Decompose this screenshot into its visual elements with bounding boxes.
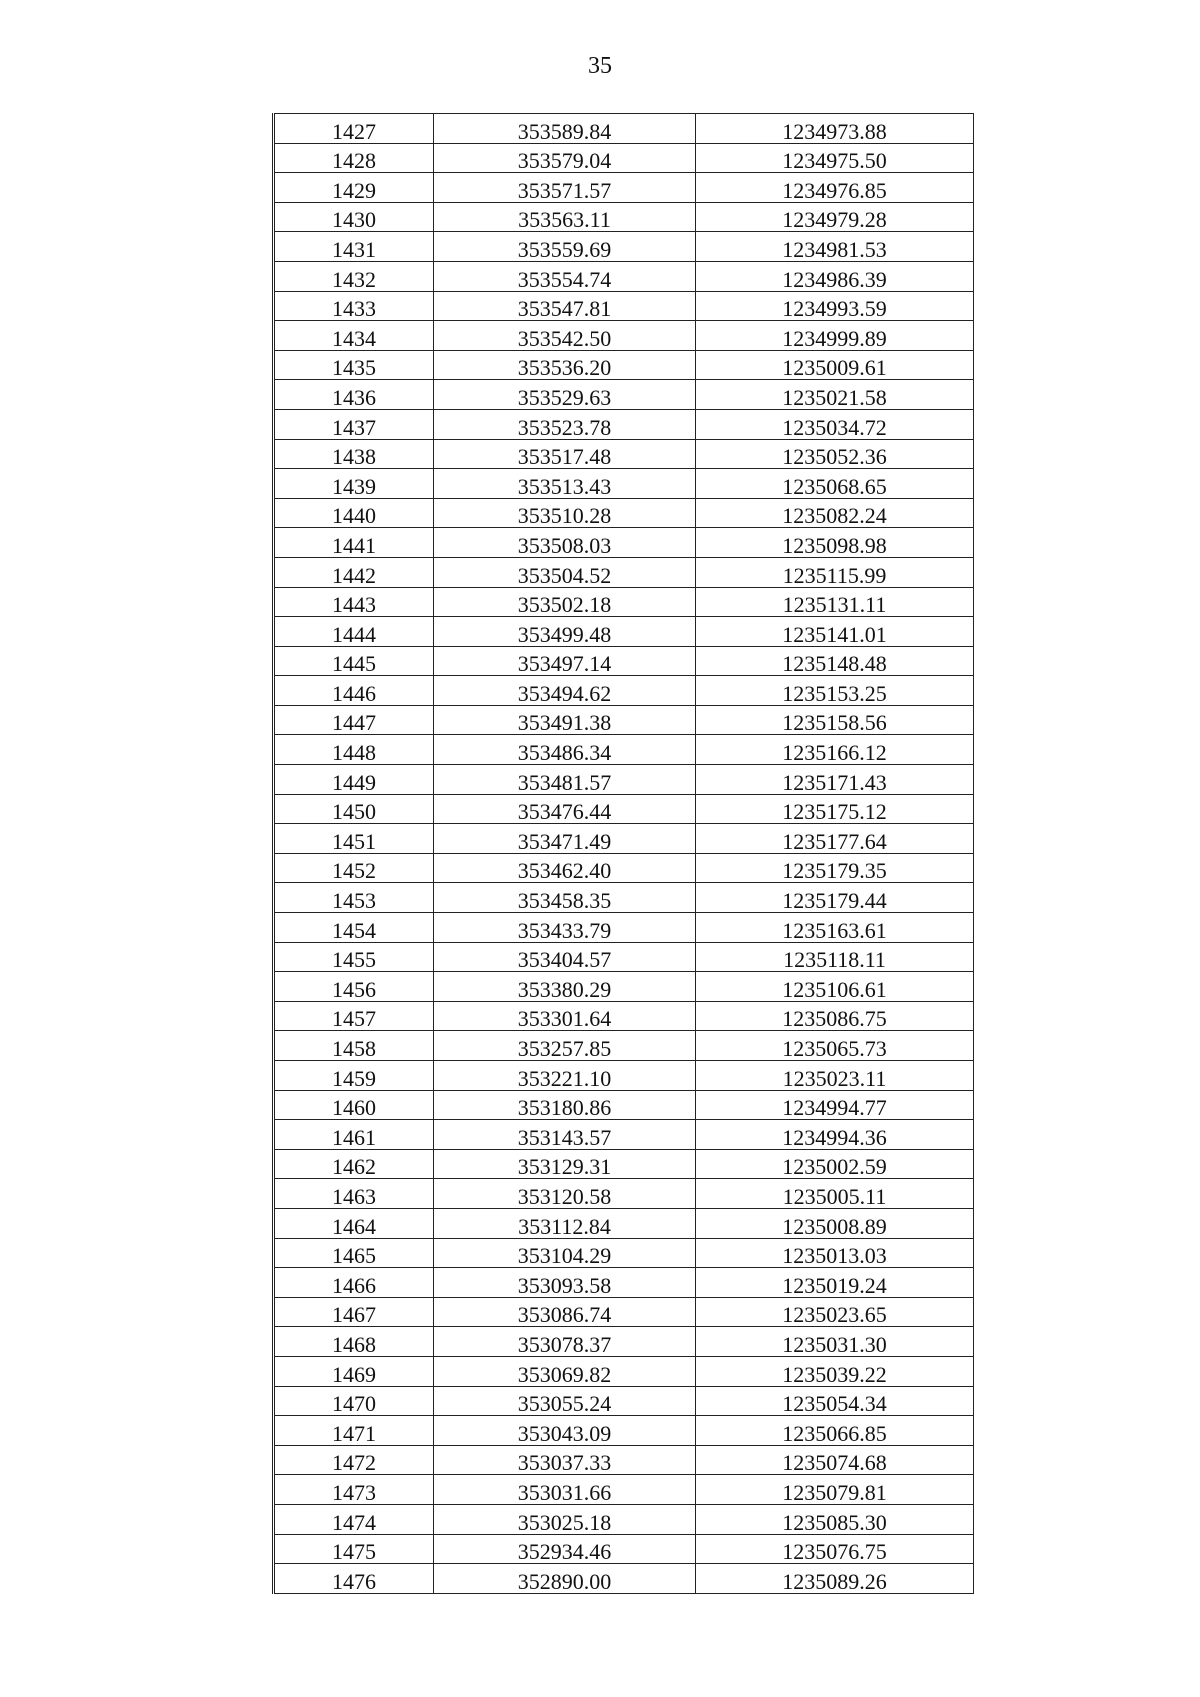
x-coordinate-cell: 353129.31: [434, 1149, 696, 1179]
coordinates-table: [272, 113, 974, 1594]
point-number-cell: 1433: [274, 291, 434, 321]
x-coordinate-cell: 353499.48: [434, 617, 696, 647]
point-number-cell: 1466: [274, 1268, 434, 1298]
x-coordinate-cell: 353069.82: [434, 1356, 696, 1386]
y-coordinate-cell: 1235177.64: [696, 824, 974, 854]
table-row: [274, 202, 974, 232]
point-number-cell: 1430: [274, 202, 434, 232]
table-row: [274, 735, 974, 765]
y-coordinate-cell: 1235153.25: [696, 676, 974, 706]
x-coordinate-cell: 353481.57: [434, 765, 696, 795]
point-number-cell: 1467: [274, 1297, 434, 1327]
table-row: [274, 1090, 974, 1120]
table-row: [274, 498, 974, 528]
table-row: [274, 1179, 974, 1209]
table-row: [274, 528, 974, 558]
x-coordinate-cell: 353491.38: [434, 705, 696, 735]
x-coordinate-cell: 353301.64: [434, 1001, 696, 1031]
x-coordinate-cell: 353529.63: [434, 380, 696, 410]
y-coordinate-cell: 1235002.59: [696, 1149, 974, 1179]
table-row: [274, 1031, 974, 1061]
y-coordinate-cell: 1235082.24: [696, 498, 974, 528]
point-number-cell: 1474: [274, 1504, 434, 1534]
x-coordinate-cell: 353513.43: [434, 469, 696, 499]
y-coordinate-cell: 1235074.68: [696, 1445, 974, 1475]
x-coordinate-cell: 353380.29: [434, 972, 696, 1002]
y-coordinate-cell: 1235141.01: [696, 617, 974, 647]
x-coordinate-cell: 353497.14: [434, 646, 696, 676]
y-coordinate-cell: 1235098.98: [696, 528, 974, 558]
point-number-cell: 1446: [274, 676, 434, 706]
point-number-cell: 1457: [274, 1001, 434, 1031]
point-number-cell: 1445: [274, 646, 434, 676]
y-coordinate-cell: 1235158.56: [696, 705, 974, 735]
y-coordinate-cell: 1235079.81: [696, 1475, 974, 1505]
y-coordinate-cell: 1235179.44: [696, 883, 974, 913]
y-coordinate-cell: 1235021.58: [696, 380, 974, 410]
y-coordinate-cell: 1235023.11: [696, 1061, 974, 1091]
y-coordinate-cell: 1235086.75: [696, 1001, 974, 1031]
table-row: [274, 439, 974, 469]
point-number-cell: 1429: [274, 173, 434, 203]
x-coordinate-cell: 353563.11: [434, 202, 696, 232]
x-coordinate-cell: 353508.03: [434, 528, 696, 558]
x-coordinate-cell: 353120.58: [434, 1179, 696, 1209]
x-coordinate-cell: 353471.49: [434, 824, 696, 854]
table-row: [274, 321, 974, 351]
point-number-cell: 1451: [274, 824, 434, 854]
y-coordinate-cell: 1235179.35: [696, 853, 974, 883]
table-row: [274, 1534, 974, 1564]
x-coordinate-cell: 353494.62: [434, 676, 696, 706]
y-coordinate-cell: 1235175.12: [696, 794, 974, 824]
x-coordinate-cell: 353504.52: [434, 557, 696, 587]
point-number-cell: 1473: [274, 1475, 434, 1505]
table-row: [274, 1416, 974, 1446]
x-coordinate-cell: 352890.00: [434, 1564, 696, 1594]
table-row: [274, 617, 974, 647]
x-coordinate-cell: 353476.44: [434, 794, 696, 824]
table-row: [274, 1356, 974, 1386]
y-coordinate-cell: 1235013.03: [696, 1238, 974, 1268]
point-number-cell: 1472: [274, 1445, 434, 1475]
y-coordinate-cell: 1235068.65: [696, 469, 974, 499]
point-number-cell: 1440: [274, 498, 434, 528]
x-coordinate-cell: 353502.18: [434, 587, 696, 617]
point-number-cell: 1458: [274, 1031, 434, 1061]
y-coordinate-cell: 1235115.99: [696, 557, 974, 587]
table-row: [274, 173, 974, 203]
y-coordinate-cell: 1234999.89: [696, 321, 974, 351]
x-coordinate-cell: 353086.74: [434, 1297, 696, 1327]
point-number-cell: 1475: [274, 1534, 434, 1564]
x-coordinate-cell: 353536.20: [434, 350, 696, 380]
x-coordinate-cell: 353221.10: [434, 1061, 696, 1091]
x-coordinate-cell: 353043.09: [434, 1416, 696, 1446]
x-coordinate-cell: 353180.86: [434, 1090, 696, 1120]
point-number-cell: 1437: [274, 409, 434, 439]
point-number-cell: 1476: [274, 1564, 434, 1594]
table-row: [274, 972, 974, 1002]
y-coordinate-cell: 1235171.43: [696, 765, 974, 795]
y-coordinate-cell: 1235019.24: [696, 1268, 974, 1298]
x-coordinate-cell: 353093.58: [434, 1268, 696, 1298]
table-row: [274, 676, 974, 706]
table-row: [274, 824, 974, 854]
table-row: [274, 765, 974, 795]
y-coordinate-cell: 1235076.75: [696, 1534, 974, 1564]
point-number-cell: 1447: [274, 705, 434, 735]
x-coordinate-cell: 353031.66: [434, 1475, 696, 1505]
table-row: [274, 557, 974, 587]
point-number-cell: 1455: [274, 942, 434, 972]
x-coordinate-cell: 353559.69: [434, 232, 696, 262]
x-coordinate-cell: 353104.29: [434, 1238, 696, 1268]
table-row: [274, 913, 974, 943]
table-row: [274, 1061, 974, 1091]
point-number-cell: 1428: [274, 143, 434, 173]
y-coordinate-cell: 1234976.85: [696, 173, 974, 203]
y-coordinate-cell: 1235005.11: [696, 1179, 974, 1209]
x-coordinate-cell: 353517.48: [434, 439, 696, 469]
y-coordinate-cell: 1234981.53: [696, 232, 974, 262]
table-row: [274, 942, 974, 972]
point-number-cell: 1470: [274, 1386, 434, 1416]
point-number-cell: 1454: [274, 913, 434, 943]
y-coordinate-cell: 1234994.77: [696, 1090, 974, 1120]
x-coordinate-cell: 353462.40: [434, 853, 696, 883]
x-coordinate-cell: 353486.34: [434, 735, 696, 765]
table-row: [274, 794, 974, 824]
table-row: [274, 883, 974, 913]
point-number-cell: 1465: [274, 1238, 434, 1268]
point-number-cell: 1464: [274, 1208, 434, 1238]
x-coordinate-cell: 353589.84: [434, 114, 696, 144]
point-number-cell: 1456: [274, 972, 434, 1002]
y-coordinate-cell: 1235009.61: [696, 350, 974, 380]
table-row: [274, 1208, 974, 1238]
y-coordinate-cell: 1235089.26: [696, 1564, 974, 1594]
table-row: [274, 409, 974, 439]
y-coordinate-cell: 1234994.36: [696, 1120, 974, 1150]
x-coordinate-cell: 353510.28: [434, 498, 696, 528]
point-number-cell: 1443: [274, 587, 434, 617]
point-number-cell: 1463: [274, 1179, 434, 1209]
table-row: [274, 261, 974, 291]
y-coordinate-cell: 1235008.89: [696, 1208, 974, 1238]
y-coordinate-cell: 1235131.11: [696, 587, 974, 617]
y-coordinate-cell: 1235039.22: [696, 1356, 974, 1386]
x-coordinate-cell: 353523.78: [434, 409, 696, 439]
y-coordinate-cell: 1234973.88: [696, 114, 974, 144]
point-number-cell: 1450: [274, 794, 434, 824]
table-row: [274, 1564, 974, 1594]
table-row: [274, 1504, 974, 1534]
point-number-cell: 1427: [274, 114, 434, 144]
table-row: [274, 1475, 974, 1505]
point-number-cell: 1434: [274, 321, 434, 351]
y-coordinate-cell: 1235166.12: [696, 735, 974, 765]
point-number-cell: 1442: [274, 557, 434, 587]
y-coordinate-cell: 1235163.61: [696, 913, 974, 943]
x-coordinate-cell: 353547.81: [434, 291, 696, 321]
y-coordinate-cell: 1235066.85: [696, 1416, 974, 1446]
table-row: [274, 646, 974, 676]
table-row: [274, 1149, 974, 1179]
point-number-cell: 1460: [274, 1090, 434, 1120]
table-row: [274, 1327, 974, 1357]
x-coordinate-cell: 353055.24: [434, 1386, 696, 1416]
point-number-cell: 1453: [274, 883, 434, 913]
point-number-cell: 1449: [274, 765, 434, 795]
x-coordinate-cell: 353025.18: [434, 1504, 696, 1534]
y-coordinate-cell: 1235031.30: [696, 1327, 974, 1357]
table-row: [274, 1120, 974, 1150]
table-row: [274, 380, 974, 410]
table-row: [274, 1386, 974, 1416]
x-coordinate-cell: 353554.74: [434, 261, 696, 291]
y-coordinate-cell: 1235054.34: [696, 1386, 974, 1416]
point-number-cell: 1459: [274, 1061, 434, 1091]
y-coordinate-cell: 1235085.30: [696, 1504, 974, 1534]
point-number-cell: 1435: [274, 350, 434, 380]
table-row: [274, 114, 974, 144]
x-coordinate-cell: 353078.37: [434, 1327, 696, 1357]
point-number-cell: 1431: [274, 232, 434, 262]
table-row: [274, 853, 974, 883]
x-coordinate-cell: 353037.33: [434, 1445, 696, 1475]
point-number-cell: 1441: [274, 528, 434, 558]
point-number-cell: 1452: [274, 853, 434, 883]
y-coordinate-cell: 1234993.59: [696, 291, 974, 321]
table-row: [274, 705, 974, 735]
table-row: [274, 1238, 974, 1268]
point-number-cell: 1448: [274, 735, 434, 765]
y-coordinate-cell: 1234986.39: [696, 261, 974, 291]
x-coordinate-cell: 353571.57: [434, 173, 696, 203]
table-row: [274, 350, 974, 380]
table-row: [274, 143, 974, 173]
table-row: [274, 232, 974, 262]
x-coordinate-cell: 353433.79: [434, 913, 696, 943]
y-coordinate-cell: 1235034.72: [696, 409, 974, 439]
point-number-cell: 1462: [274, 1149, 434, 1179]
y-coordinate-cell: 1235052.36: [696, 439, 974, 469]
table-row: [274, 1268, 974, 1298]
y-coordinate-cell: 1235148.48: [696, 646, 974, 676]
y-coordinate-cell: 1235106.61: [696, 972, 974, 1002]
y-coordinate-cell: 1234979.28: [696, 202, 974, 232]
point-number-cell: 1469: [274, 1356, 434, 1386]
y-coordinate-cell: 1235065.73: [696, 1031, 974, 1061]
point-number-cell: 1438: [274, 439, 434, 469]
point-number-cell: 1471: [274, 1416, 434, 1446]
table-row: [274, 587, 974, 617]
table-row: [274, 1001, 974, 1031]
x-coordinate-cell: 353542.50: [434, 321, 696, 351]
x-coordinate-cell: 353579.04: [434, 143, 696, 173]
coordinates-table-body: [274, 114, 974, 1594]
x-coordinate-cell: 353257.85: [434, 1031, 696, 1061]
point-number-cell: 1468: [274, 1327, 434, 1357]
x-coordinate-cell: 353112.84: [434, 1208, 696, 1238]
point-number-cell: 1432: [274, 261, 434, 291]
y-coordinate-cell: 1235023.65: [696, 1297, 974, 1327]
y-coordinate-cell: 1235118.11: [696, 942, 974, 972]
point-number-cell: 1439: [274, 469, 434, 499]
page-number: 35: [588, 53, 612, 79]
table-row: [274, 469, 974, 499]
point-number-cell: 1461: [274, 1120, 434, 1150]
table-row: [274, 1445, 974, 1475]
x-coordinate-cell: 353143.57: [434, 1120, 696, 1150]
x-coordinate-cell: 352934.46: [434, 1534, 696, 1564]
point-number-cell: 1444: [274, 617, 434, 647]
point-number-cell: 1436: [274, 380, 434, 410]
table-row: [274, 1297, 974, 1327]
table-row: [274, 291, 974, 321]
y-coordinate-cell: 1234975.50: [696, 143, 974, 173]
x-coordinate-cell: 353458.35: [434, 883, 696, 913]
x-coordinate-cell: 353404.57: [434, 942, 696, 972]
